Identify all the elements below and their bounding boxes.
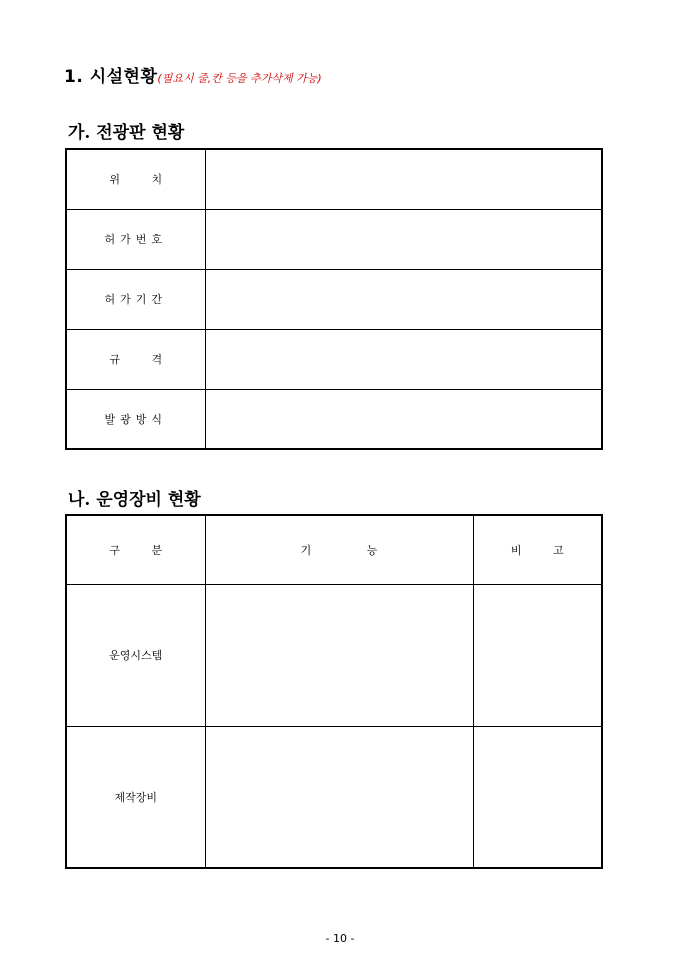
value-location[interactable] [205, 149, 602, 209]
value-permit-period[interactable] [205, 269, 602, 329]
label-permit-period: 허가기간 [66, 269, 205, 329]
header-category: 구 분 [66, 515, 205, 584]
equipment-status-table [65, 514, 603, 869]
table-row [66, 584, 602, 726]
header-function: 기 능 [205, 515, 473, 584]
billboard-status-title: 가. 전광판 현황 [68, 123, 185, 143]
table-row [66, 726, 602, 868]
function-operating-system[interactable] [205, 584, 473, 726]
label-specification: 규 격 [66, 329, 205, 389]
equipment-status-title: 나. 운영장비 현황 [68, 490, 201, 510]
section-title-text: 1. 시설현황 [64, 67, 158, 87]
table-row [66, 149, 602, 209]
value-permit-number[interactable] [205, 209, 602, 269]
section-title [64, 62, 322, 87]
table-row [66, 389, 602, 449]
page-number: - 10 - [325, 932, 355, 945]
label-permit-number: 허가번호 [66, 209, 205, 269]
value-specification[interactable] [205, 329, 602, 389]
category-production-equipment: 제작장비 [66, 726, 205, 868]
header-remark: 비 고 [473, 515, 602, 584]
category-operating-system: 운영시스템 [66, 584, 205, 726]
function-production-equipment[interactable] [205, 726, 473, 868]
table-row [66, 269, 602, 329]
table-row [66, 329, 602, 389]
table-header-row [66, 515, 602, 584]
section-note: (필요시 줄,칸 등을 추가삭제 가능) [157, 72, 322, 85]
billboard-status-table [65, 148, 603, 450]
label-location: 위 치 [66, 149, 205, 209]
remark-production-equipment[interactable] [473, 726, 602, 868]
table-row [66, 209, 602, 269]
remark-operating-system[interactable] [473, 584, 602, 726]
label-emission-method: 발광방식 [66, 389, 205, 449]
value-emission-method[interactable] [205, 389, 602, 449]
